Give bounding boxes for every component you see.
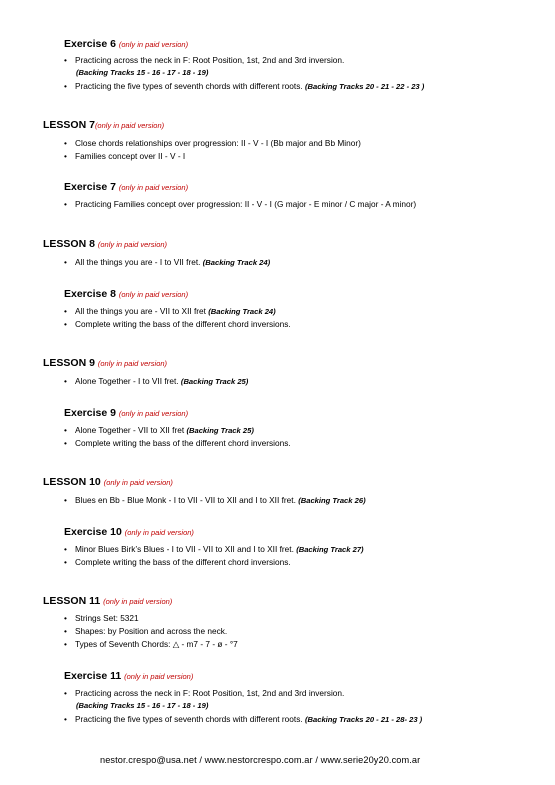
bullet-icon: • — [64, 257, 67, 267]
heading-title: Exercise 8 — [64, 288, 119, 300]
paid-version-note: (only in paid version) — [118, 40, 189, 49]
paid-version-note: (only in paid version) — [118, 409, 189, 418]
backing-tracks-note: (Backing Tracks 20 - 21 - 28- 23 ) — [304, 715, 423, 724]
bullet-icon: • — [64, 557, 67, 567]
bullet-icon: • — [64, 55, 67, 65]
item-text: Close chords relationships over progression: II - V - I (Bb major and Bb Minor) — [75, 138, 361, 148]
paid-version-note: (only in paid version) — [118, 183, 189, 192]
item-text: Strings Set: 5321 — [75, 613, 139, 623]
exercise-10-heading — [64, 526, 194, 538]
exercise-11-heading — [64, 670, 193, 682]
item-text: Families concept over II - V - I — [75, 151, 186, 161]
item-text: Practicing across the neck in F: Root Position, 1st, 2nd and 3rd inversion. — [75, 688, 345, 698]
paid-version-note: (only in paid version) — [103, 597, 173, 606]
heading-title: Exercise 10 — [64, 526, 125, 538]
item-text: Alone Together - VII to XII fret — [75, 425, 187, 435]
bullet-icon: • — [64, 199, 67, 209]
item-text: Practicing Families concept over progression: II - V - I (G major - E minor / C major - A minor) — [75, 199, 417, 209]
item-text: Practicing the five types of seventh chords with different roots. — [75, 714, 305, 724]
heading-title: Exercise 9 — [64, 407, 119, 419]
backing-tracks-note: (Backing Tracks 15 - 16 - 17 - 18 - 19) — [76, 701, 209, 710]
bullet-icon: • — [64, 425, 67, 435]
paid-version-note: (only in paid version) — [97, 240, 168, 249]
bullet-icon: • — [64, 544, 67, 554]
backing-tracks-note: (Backing Track 26) — [298, 496, 366, 505]
heading-title: LESSON 8 — [43, 238, 98, 250]
item-text: Practicing across the neck in F: Root Position, 1st, 2nd and 3rd inversion. — [75, 55, 345, 65]
bullet-icon: • — [64, 714, 67, 724]
backing-tracks-note: (Backing Track 25) — [186, 426, 254, 435]
footer-contact-links[interactable]: nestor.crespo@usa.net / www.nestorcrespo.com.ar / www.serie20y20.com.ar — [100, 755, 421, 765]
bullet-icon: • — [64, 151, 67, 161]
bullet-icon: • — [64, 319, 67, 329]
backing-tracks-note: (Backing Tracks 20 - 21 - 22 - 23 ) — [304, 82, 425, 91]
item-text: All the things you are - I to VII fret. — [75, 257, 203, 267]
item-text: Practicing the five types of seventh chords with different roots. — [75, 81, 305, 91]
backing-tracks-note: (Backing Tracks 15 - 16 - 17 - 18 - 19) — [76, 68, 209, 77]
bullet-icon: • — [64, 438, 67, 448]
bullet-icon: • — [64, 613, 67, 623]
heading-title: Exercise 11 — [64, 670, 125, 682]
exercise-8-heading — [64, 288, 188, 300]
item-text: Minor Blues Birk’s Blues - I to VII - VII to XII and I to XII fret. — [75, 544, 297, 554]
paid-version-note: (only in paid version) — [124, 528, 194, 537]
item-text: Complete writing the bass of the different chord inversions. — [75, 438, 291, 448]
bullet-icon: • — [64, 376, 67, 386]
item-text: All the things you are - VII to XII fret — [75, 306, 209, 316]
paid-version-note: (only in paid version) — [124, 672, 194, 681]
exercise-6-heading — [64, 38, 188, 50]
heading-title: LESSON 11 — [43, 595, 104, 607]
item-text: Complete writing the bass of the different chord inversions. — [75, 557, 291, 567]
bullet-icon: • — [64, 688, 67, 698]
item-text: Blues en Bb - Blue Monk - I to VII - VII to XII and I to XII fret. — [75, 495, 299, 505]
bullet-icon: • — [64, 626, 67, 636]
paid-version-note: (only in paid version) — [103, 478, 173, 487]
lesson-8-heading — [43, 238, 167, 250]
item-text: Shapes: by Position and across the neck. — [75, 626, 228, 636]
bullet-icon: • — [64, 138, 67, 148]
heading-title: LESSON 9 — [43, 357, 98, 369]
item-text: Complete writing the bass of the different chord inversions. — [75, 319, 291, 329]
paid-version-note: (only in paid version) — [94, 121, 165, 130]
item-text: Types of Seventh Chords: △ - m7 - 7 - ø - °7 — [75, 639, 238, 649]
backing-tracks-note: (Backing Track 25) — [180, 377, 249, 386]
lesson-11-heading — [43, 595, 172, 607]
backing-tracks-note: (Backing Track 24) — [208, 307, 276, 316]
heading-title: LESSON 7 — [43, 119, 95, 131]
lesson-10-heading — [43, 476, 173, 488]
exercise-7-heading — [64, 181, 188, 193]
item-text: Alone Together - I to VII fret. — [75, 376, 181, 386]
lesson-9-heading — [43, 357, 167, 369]
paid-version-note: (only in paid version) — [118, 290, 189, 299]
heading-title: LESSON 10 — [43, 476, 104, 488]
exercise-9-heading — [64, 407, 188, 419]
heading-title: Exercise 7 — [64, 181, 119, 193]
bullet-icon: • — [64, 306, 67, 316]
bullet-icon: • — [64, 495, 67, 505]
backing-tracks-note: (Backing Track 24) — [202, 258, 271, 267]
backing-tracks-note: (Backing Track 27) — [296, 545, 364, 554]
bullet-icon: • — [64, 81, 67, 91]
bullet-icon: • — [64, 639, 67, 649]
paid-version-note: (only in paid version) — [97, 359, 168, 368]
heading-title: Exercise 6 — [64, 38, 119, 50]
lesson-7-heading — [43, 119, 164, 131]
